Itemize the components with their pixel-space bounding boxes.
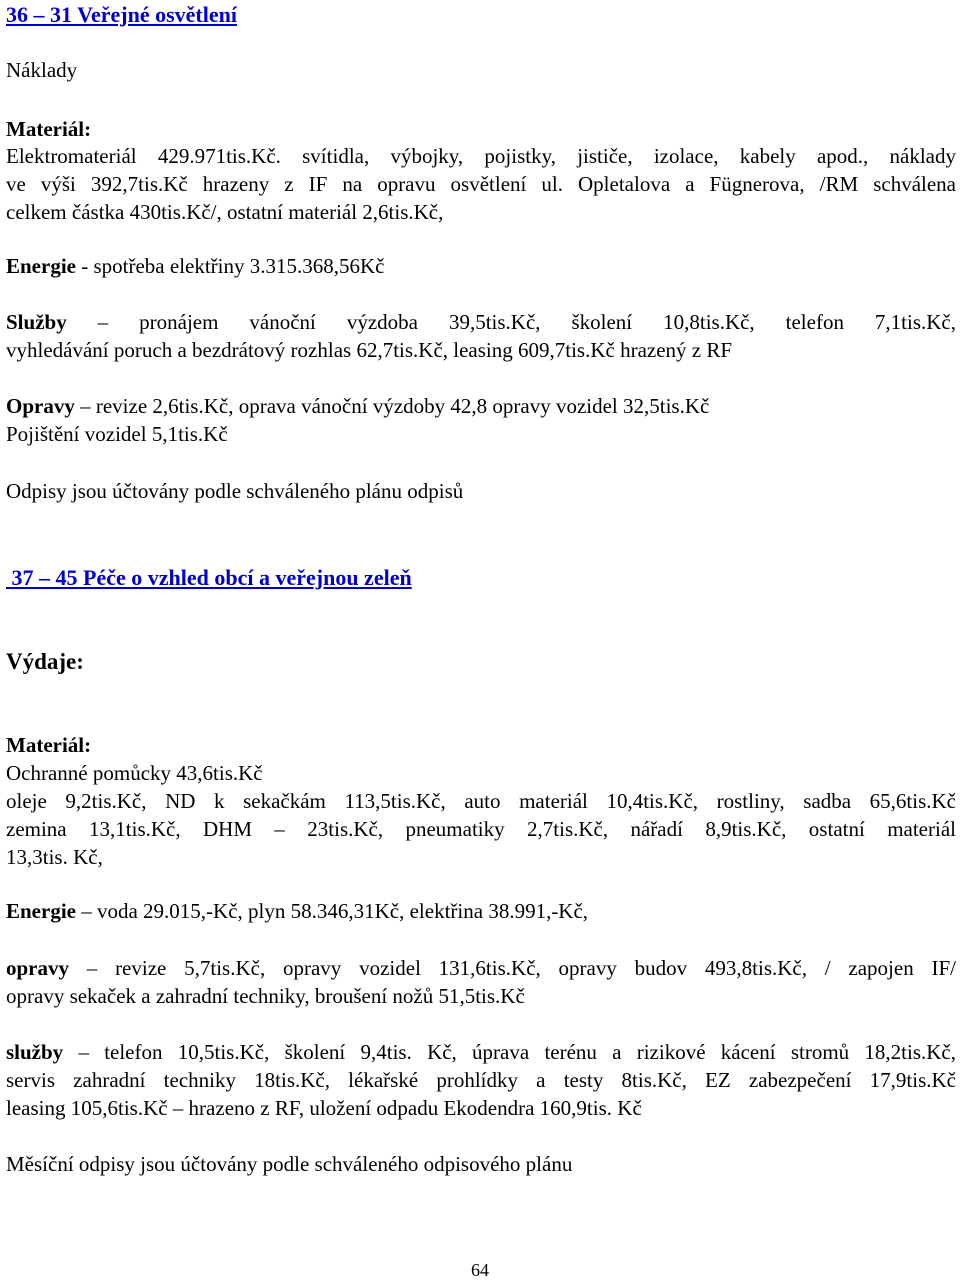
page-number: 64 (471, 1260, 489, 1280)
material-line: 13,3tis. Kč, (6, 845, 103, 869)
energie-paragraph (6, 252, 956, 280)
opravy-line: Pojištění vozidel 5,1tis.Kč (6, 422, 228, 446)
sluzby-text: – pronájem vánoční výzdoba 39,5tis.Kč, školení 10,8tis.Kč, telefon 7,1tis.Kč, (66, 310, 956, 334)
opravy-line (6, 392, 956, 420)
material-paragraph (6, 142, 956, 226)
heading-link[interactable]: 37 – 45 Péče o vzhled obcí a veřejnou zeleň (6, 565, 412, 590)
heading-link[interactable]: 36 – 31 Veřejné osvětlení (6, 2, 237, 27)
odpisy-text: Měsíční odpisy jsou účtovány podle schváleného odpisového plánu (6, 1152, 573, 1176)
opravy-text: – revize 2,6tis.Kč, oprava vánoční výzdoby 42,8 opravy vozidel 32,5tis.Kč (74, 394, 710, 418)
naklady-label: Náklady (6, 58, 78, 82)
energie-label: Energie (6, 254, 76, 278)
material-line: oleje 9,2tis.Kč, ND k sekačkám 113,5tis.Kč, auto materiál 10,4tis.Kč, rostliny, sadba 65,6tis.Kč (6, 789, 956, 813)
vydaje-heading: Výdaje: (6, 649, 84, 674)
sluzby-text: – telefon 10,5tis.Kč, školení 9,4tis. Kč, úprava terénu a rizikové kácení stromů 18,2tis.Kč, (63, 1040, 956, 1064)
material-line: ve výši 392,7tis.Kč hrazeny z IF na opravu osvětlení ul. Opletalova a Fügnerova, /RM schválena (6, 172, 956, 196)
material-line: celkem částka 430tis.Kč/, ostatní materiál 2,6tis.Kč, (6, 200, 444, 224)
material-line: Ochranné pomůcky 43,6tis.Kč (6, 761, 263, 785)
sluzby-paragraph (6, 1038, 956, 1122)
sluzby-line: leasing 105,6tis.Kč – hrazeno z RF, uložení odpadu Ekodendra 160,9tis. Kč (6, 1096, 642, 1120)
section-heading-verejne-osvetleni[interactable] (6, 1, 956, 29)
opravy-paragraph (6, 392, 956, 448)
sluzby-line (6, 1038, 956, 1066)
sluzby-paragraph (6, 308, 956, 364)
section-heading-pece-o-zelen[interactable] (6, 564, 956, 592)
material-line: zemina 13,1tis.Kč, DHM – 23tis.Kč, pneumatiky 2,7tis.Kč, nářadí 8,9tis.Kč, ostatní materiál (6, 817, 956, 841)
opravy-label: Opravy (6, 394, 75, 418)
energie-text: - spotřeba elektřiny 3.315.368,56Kč (75, 254, 385, 278)
odpisy-text: Odpisy jsou účtovány podle schváleného plánu odpisů (6, 479, 464, 503)
material-label: Materiál: (6, 117, 92, 141)
opravy-text: – revize 5,7tis.Kč, opravy vozidel 131,6tis.Kč, opravy budov 493,8tis.Kč, / zapojen IF/ (69, 956, 956, 980)
energie-paragraph (6, 897, 956, 925)
energie-text: – voda 29.015,-Kč, plyn 58.346,31Kč, elektřina 38.991,-Kč, (75, 899, 589, 923)
sluzby-line: servis zahradní techniky 18tis.Kč, lékařské prohlídky a testy 8tis.Kč, EZ zabezpečení 17,9tis.Kč (6, 1068, 956, 1092)
sluzby-line (6, 308, 956, 336)
opravy-label: opravy (6, 956, 69, 980)
sluzby-line: vyhledávání poruch a bezdrátový rozhlas 62,7tis.Kč, leasing 609,7tis.Kč hrazený z RF (6, 338, 733, 362)
opravy-line (6, 954, 956, 982)
material-label: Materiál: (6, 733, 92, 757)
sluzby-label: služby (6, 1040, 64, 1064)
material-line: Elektromateriál 429.971tis.Kč. svítidla, výbojky, pojistky, jističe, izolace, kabely apod., náklady (6, 144, 956, 168)
opravy-line: opravy sekaček a zahradní techniky, broušení nožů 51,5tis.Kč (6, 984, 525, 1008)
material-paragraph (6, 759, 956, 871)
sluzby-label: Služby (6, 310, 67, 334)
energie-label: Energie (6, 899, 76, 923)
opravy-paragraph (6, 954, 956, 1010)
